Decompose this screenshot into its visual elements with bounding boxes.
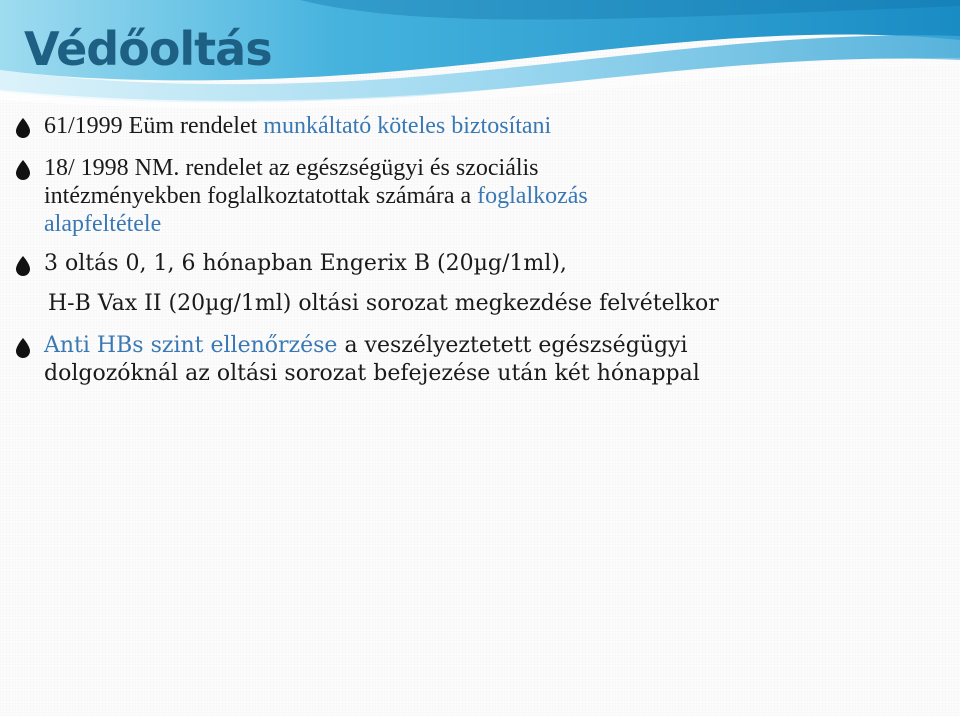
drop-bullet-icon [14, 337, 32, 359]
slide-title: Védőoltás [24, 22, 272, 76]
item-line: dolgozóknál az oltási sorozat befejezése után két hónappal [44, 361, 700, 386]
drop-bullet-icon [14, 117, 32, 139]
item-highlight: Anti HBs szint ellenőrzése [44, 333, 338, 358]
list-item [14, 332, 914, 388]
item-line [44, 332, 914, 360]
list-item [14, 112, 914, 140]
bullet-list [14, 96, 914, 388]
list-item [14, 250, 914, 278]
item-line: 18/ 1998 NM. rendelet az egészségügyi és szociális [44, 155, 539, 181]
item-highlight: foglalkozás [477, 183, 588, 209]
item-line [44, 182, 914, 210]
drop-bullet-icon [14, 255, 32, 277]
item-text: H-B Vax II (20µg/1ml) oltási sorozat megkezdése felvételkor [48, 291, 719, 316]
item-text: 61/1999 Eüm rendelet [44, 113, 264, 139]
item-highlight: alapfeltétele [44, 211, 162, 237]
item-text: 3 oltás 0, 1, 6 hónapban Engerix B (20µg/1ml), [44, 251, 567, 276]
list-item-continuation [14, 290, 914, 318]
item-text: a veszélyeztetett egészségügyi [337, 333, 688, 358]
drop-bullet-icon [14, 159, 32, 181]
item-highlight: munkáltató köteles biztosítani [263, 113, 552, 139]
item-text: intézményekben foglalkoztatottak számára a [44, 183, 478, 209]
list-item [14, 154, 914, 238]
